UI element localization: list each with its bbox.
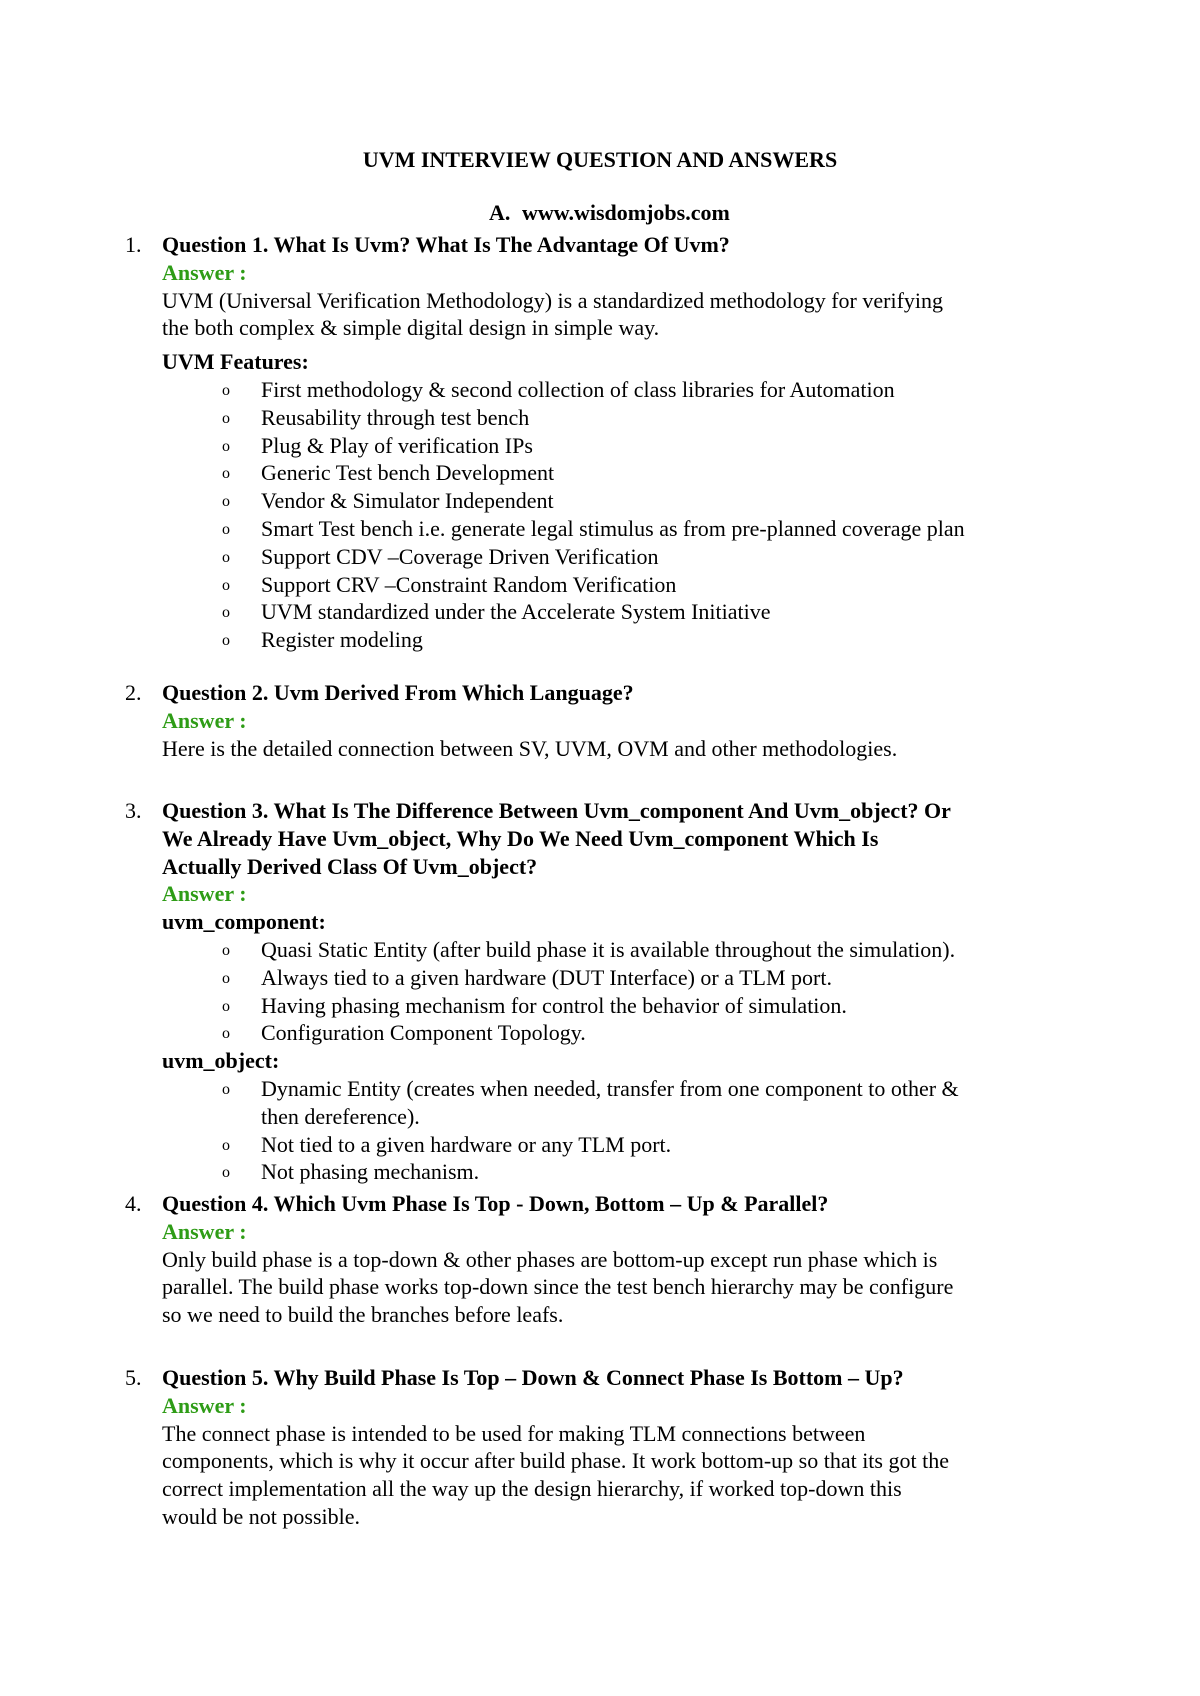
- answer-line: so we need to build the branches before leafs.: [162, 1302, 564, 1328]
- source-list-marker: A.: [489, 200, 511, 225]
- bullet-o-icon: o: [222, 604, 230, 622]
- features-heading: UVM Features:: [162, 349, 309, 375]
- list-item: o UVM standardized under the Accelerate System Initiative: [162, 598, 1062, 626]
- answer-label: Answer :: [162, 707, 247, 733]
- bullet-o-icon: o: [222, 548, 230, 566]
- bullet-o-icon: o: [222, 997, 230, 1015]
- answer-line: components, which is why it occur after build phase. It work bottom-up so that its got the: [162, 1448, 949, 1474]
- bullet-o-icon: o: [222, 465, 230, 483]
- question-title-line: Question 3. What Is The Difference Between Uvm_component And Uvm_object? Or: [162, 798, 951, 823]
- bullet-o-icon: o: [222, 493, 230, 511]
- question-number: 4.: [125, 1191, 142, 1216]
- list-item: o Dynamic Entity (creates when needed, transfer from one component to other & then dereference).: [222, 1075, 959, 1129]
- bullet-o-icon: o: [222, 1164, 230, 1182]
- bullet-o-icon: o: [222, 1136, 230, 1154]
- answer-label: Answer :: [162, 881, 247, 907]
- question-number: 3.: [125, 798, 142, 823]
- document-title: UVM INTERVIEW QUESTION AND ANSWERS: [362, 147, 838, 172]
- answer-label: Answer :: [162, 259, 247, 285]
- question-title: Question 5. Why Build Phase Is Top – Down & Connect Phase Is Bottom – Up?: [162, 1365, 904, 1390]
- component-list: [162, 936, 1062, 1047]
- question-title: Question 4. Which Uvm Phase Is Top - Down, Bottom – Up & Parallel?: [162, 1191, 829, 1216]
- source-line: [489, 199, 730, 227]
- component-heading: uvm_component:: [162, 909, 326, 935]
- source-website: www.wisdomjobs.com: [522, 200, 730, 225]
- list-item: o Support CDV –Coverage Driven Verification: [162, 543, 1062, 571]
- bullet-o-icon: o: [222, 409, 230, 427]
- list-item: o Having phasing mechanism for control the behavior of simulation.: [162, 992, 1062, 1020]
- question-number: 5.: [125, 1365, 142, 1390]
- list-item: o Generic Test bench Development: [162, 459, 1062, 487]
- list-item: o Quasi Static Entity (after build phase it is available throughout the simulation).: [162, 936, 1062, 964]
- bullet-o-icon: o: [222, 632, 230, 650]
- list-item: o Register modeling: [162, 626, 1062, 654]
- bullet-o-icon: o: [222, 1025, 230, 1043]
- object-heading: uvm_object:: [162, 1048, 280, 1074]
- bullet-o-icon: o: [222, 437, 230, 455]
- answer-line: Here is the detailed connection between SV, UVM, OVM and other methodologies.: [162, 735, 898, 761]
- question-title: Question 2. Uvm Derived From Which Language?: [162, 680, 634, 705]
- answer-line: parallel. The build phase works top-down since the test bench hierarchy may be configure: [162, 1274, 954, 1300]
- question-title: Question 1. What Is Uvm? What Is The Advantage Of Uvm?: [162, 232, 730, 257]
- list-item: o Always tied to a given hardware (DUT Interface) or a TLM port.: [162, 964, 1062, 992]
- question-title-line: Actually Derived Class Of Uvm_object?: [162, 853, 538, 879]
- list-item: o Vendor & Simulator Independent: [162, 487, 1062, 515]
- answer-line: UVM (Universal Verification Methodology) is a standardized methodology for verifying: [162, 287, 944, 313]
- list-item: o First methodology & second collection of class libraries for Automation: [162, 376, 1062, 404]
- question-number: 1.: [125, 232, 142, 257]
- list-item: o Support CRV –Constraint Random Verification: [162, 571, 1062, 599]
- answer-label: Answer :: [162, 1392, 247, 1418]
- answer-line: the both complex & simple digital design in simple way.: [162, 315, 660, 341]
- list-item: o Configuration Component Topology.: [162, 1019, 1062, 1047]
- list-item: o Not phasing mechanism.: [162, 1158, 1062, 1186]
- answer-label: Answer :: [162, 1218, 247, 1244]
- bullet-o-icon: o: [222, 1080, 230, 1098]
- list-item: o Not tied to a given hardware or any TLM port.: [162, 1131, 1062, 1159]
- answer-line: would be not possible.: [162, 1503, 360, 1529]
- bullet-o-icon: o: [222, 969, 230, 987]
- list-item: o Reusability through test bench: [162, 404, 1062, 432]
- question-title-line: We Already Have Uvm_object, Why Do We Need Uvm_component Which Is: [162, 825, 879, 851]
- list-item: o Plug & Play of verification IPs: [162, 432, 1062, 460]
- bullet-o-icon: o: [222, 941, 230, 959]
- answer-line: correct implementation all the way up the design hierarchy, if worked top-down this: [162, 1476, 902, 1502]
- bullet-o-icon: o: [222, 381, 230, 399]
- list-item: o Smart Test bench i.e. generate legal stimulus as from pre-planned coverage plan: [162, 515, 1062, 543]
- bullet-o-icon: o: [222, 520, 230, 538]
- bullet-o-icon: o: [222, 576, 230, 594]
- answer-line: Only build phase is a top-down & other phases are bottom-up except run phase which is: [162, 1246, 938, 1272]
- question-number: 2.: [125, 680, 142, 705]
- object-list: [162, 1075, 1062, 1186]
- features-list: [162, 376, 1062, 654]
- answer-line: The connect phase is intended to be used for making TLM connections between: [162, 1420, 866, 1446]
